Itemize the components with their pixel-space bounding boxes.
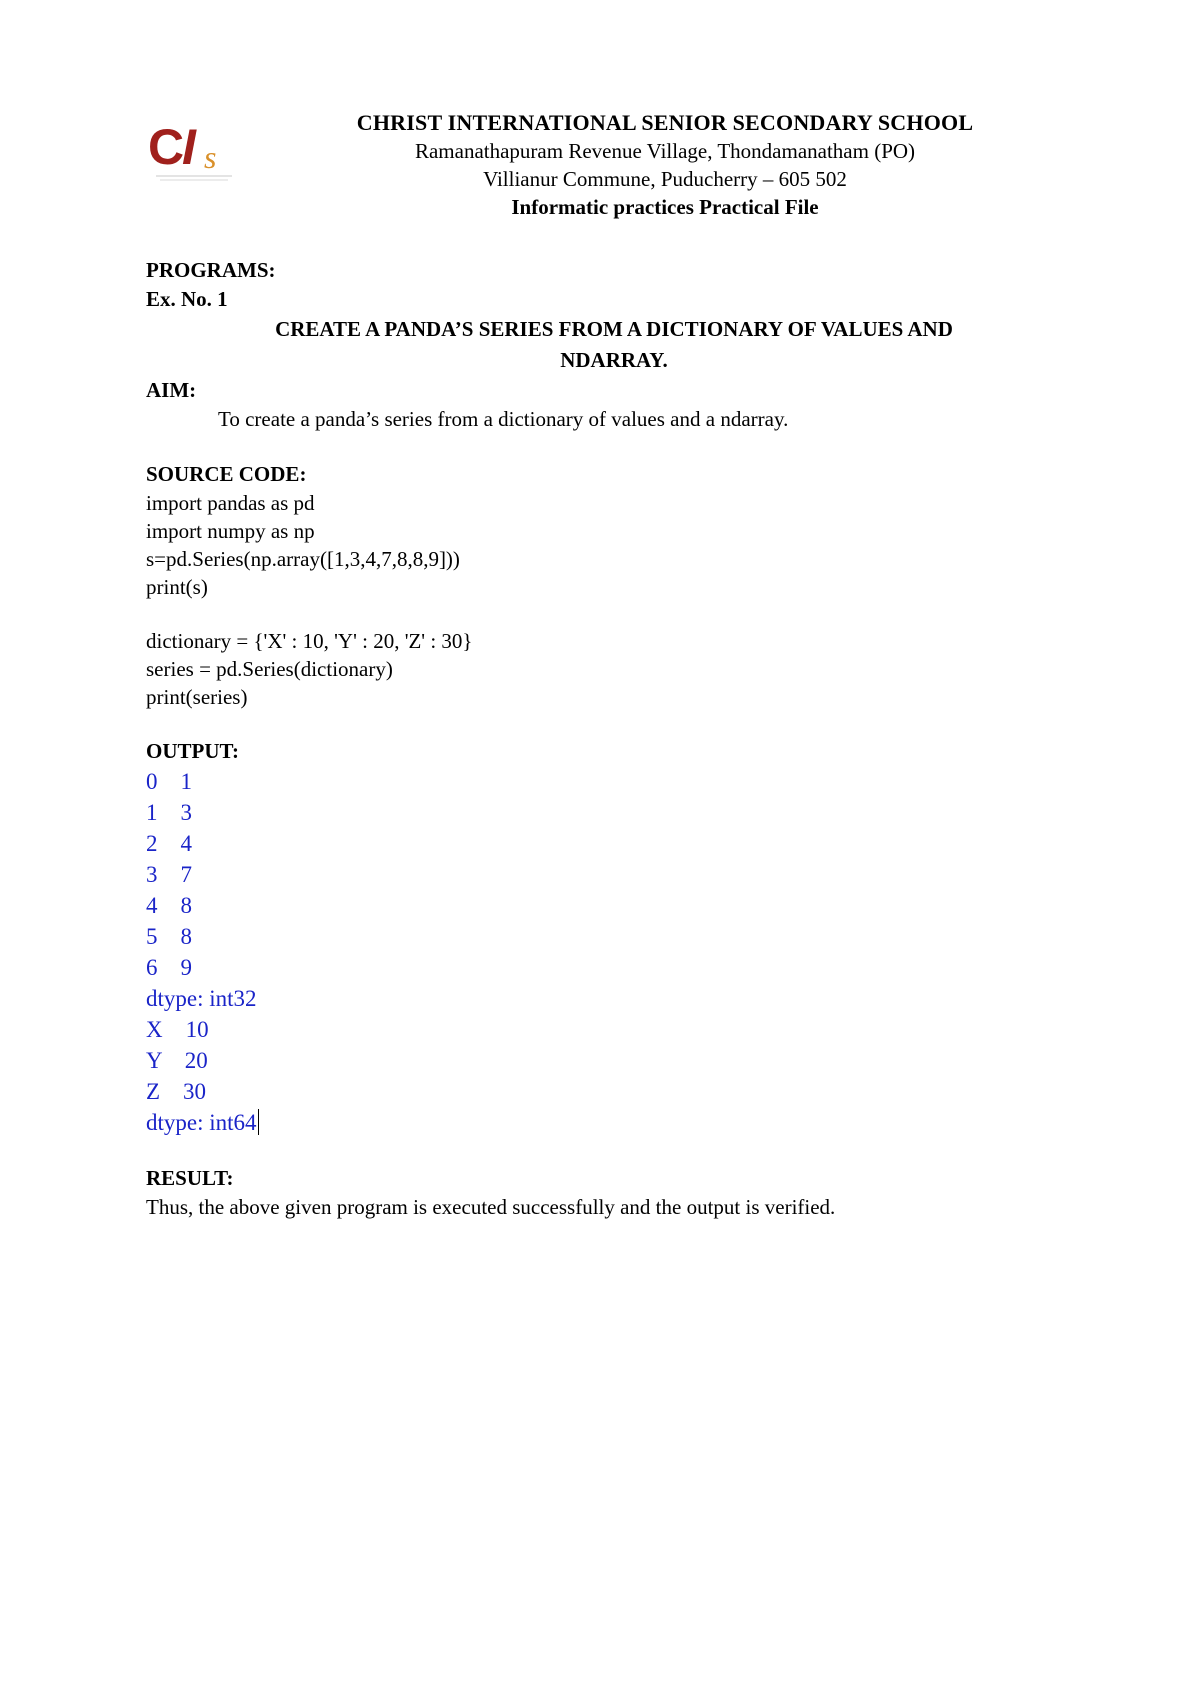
output-line: 3 7 — [146, 862, 192, 887]
text-cursor — [258, 1109, 260, 1135]
code-line: import pandas as pd — [146, 491, 315, 515]
output-line: 2 4 — [146, 831, 192, 856]
code-line: s=pd.Series(np.array([1,3,4,7,8,8,9])) — [146, 547, 460, 571]
document-body — [146, 256, 1046, 1222]
output-line: dtype: int32 — [146, 986, 257, 1011]
exercise-title-line2: NDARRAY. — [560, 348, 668, 372]
result-text: Thus, the above given program is executed successfully and the output is verified. — [146, 1195, 836, 1219]
output-line-last — [146, 1107, 1046, 1138]
exercise-title-line1: CREATE A PANDA’S SERIES FROM A DICTIONARY OF VALUES AND — [275, 317, 953, 341]
output-line: 1 3 — [146, 800, 192, 825]
code-line: print(s) — [146, 575, 208, 599]
source-code-block — [146, 489, 1046, 711]
output-line: X 10 — [146, 1017, 209, 1042]
programs-heading: PROGRAMS: — [146, 258, 276, 282]
svg-text:I: I — [182, 119, 196, 175]
code-line: series = pd.Series(dictionary) — [146, 657, 393, 681]
aim-heading: AIM: — [146, 378, 197, 402]
output-line: dtype: int64 — [146, 1110, 257, 1135]
svg-text:s: s — [204, 139, 217, 175]
school-address-line1: Ramanathapuram Revenue Village, Thondamanatham (PO) — [414, 139, 916, 163]
document-header — [300, 108, 1030, 222]
output-heading: OUTPUT: — [146, 739, 239, 763]
code-line — [146, 601, 1046, 627]
school-logo — [148, 118, 248, 193]
code-line: import numpy as np — [146, 519, 315, 543]
output-line: 4 8 — [146, 893, 192, 918]
svg-text:C: C — [148, 119, 185, 175]
output-line: 6 9 — [146, 955, 192, 980]
source-code-heading: SOURCE CODE: — [146, 462, 307, 486]
practical-file-title: Informatic practices Practical File — [511, 195, 819, 219]
output-line: Y 20 — [146, 1048, 208, 1073]
exercise-number: Ex. No. 1 — [146, 287, 228, 311]
output-line: 5 8 — [146, 924, 192, 949]
code-line: dictionary = {'X' : 10, 'Y' : 20, 'Z' : 30} — [146, 629, 473, 653]
school-address-line2: Villianur Commune, Puducherry – 605 502 — [483, 167, 847, 191]
school-name: CHRIST INTERNATIONAL SENIOR SECONDARY SCHOOL — [356, 110, 974, 135]
code-line: print(series) — [146, 685, 248, 709]
output-block — [146, 766, 1046, 1138]
output-line: 0 1 — [146, 769, 192, 794]
output-line: Z 30 — [146, 1079, 207, 1104]
aim-text: To create a panda’s series from a dictionary of values and a ndarray. — [218, 407, 789, 431]
result-heading: RESULT: — [146, 1166, 234, 1190]
